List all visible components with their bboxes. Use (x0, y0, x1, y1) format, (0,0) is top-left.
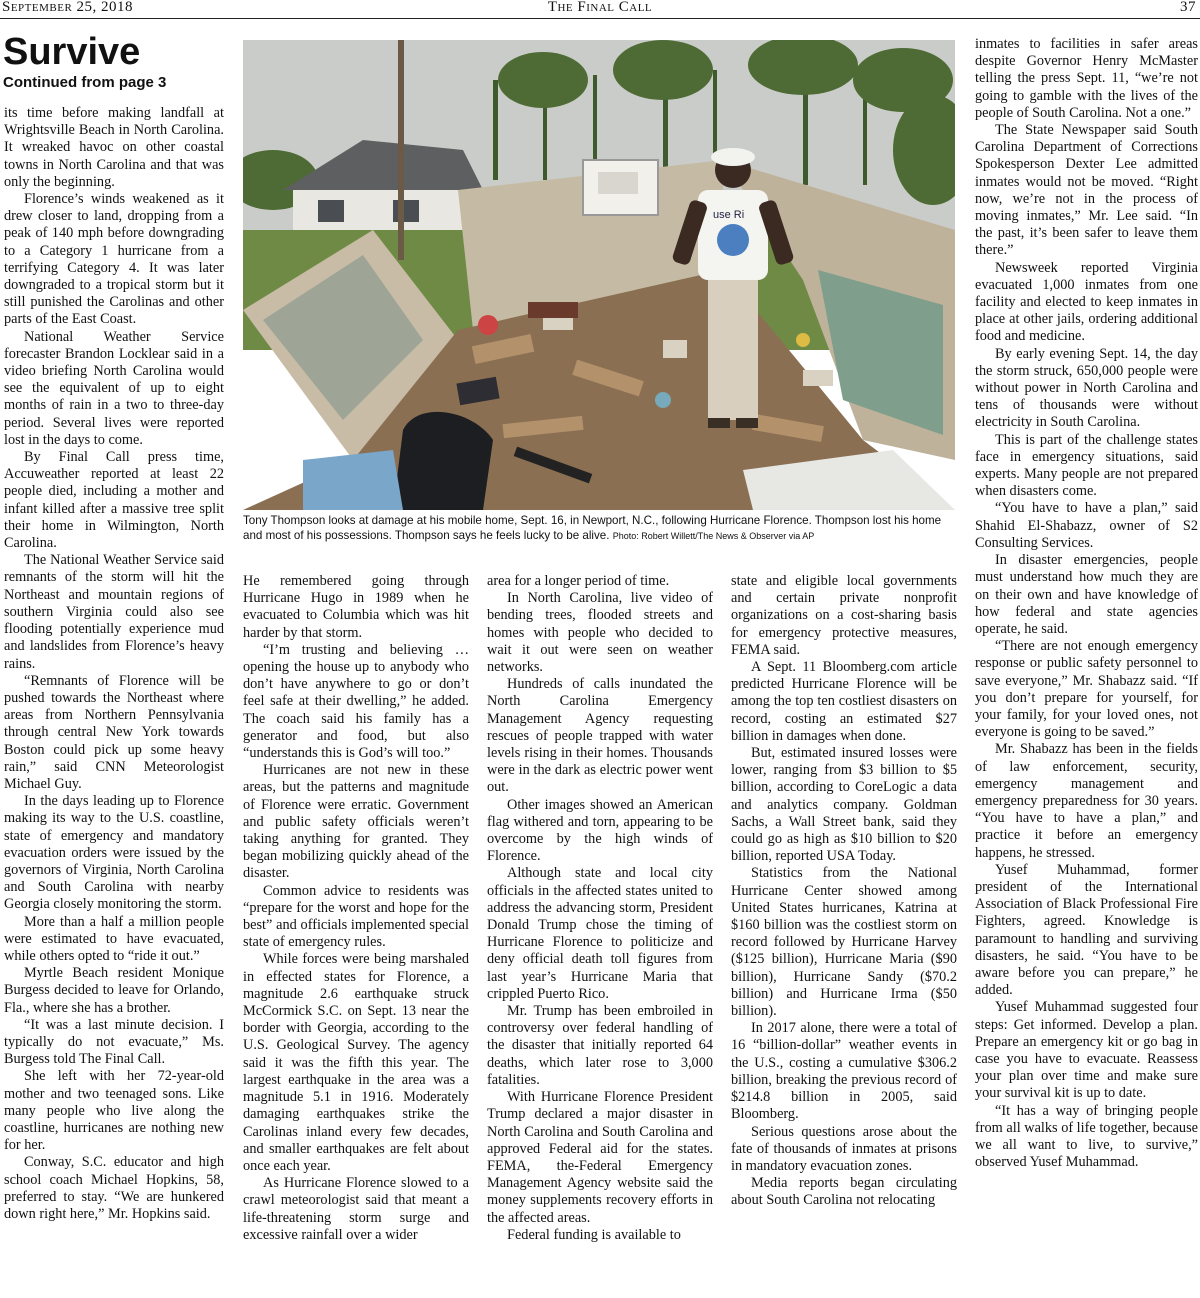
paragraph: In disaster emergencies, people must understand how much they are on their own and have knowledge of how federal and state agencies operate, he said. (975, 552, 1198, 637)
photo-illustration (243, 40, 955, 510)
photo-caption (243, 513, 958, 544)
paragraph: The State Newspaper said South Carolina Department of Corrections Spokesperson Dexter Lee admitted inmates would not be moved. “Right now, we’re not in the process of moving inmates,” Mr. Lee said. “In the past, it’s been safer to leave them there.” (975, 122, 1198, 259)
caption-text: Tony Thompson looks at damage at his mobile home, Sept. 16, in Newport, N.C., following Hurricane Florence. Thompson lost his home and most of his possessions. Thompson says he feels lucky to be alive. (243, 514, 942, 542)
paragraph: In 2017 alone, there were a total of 16 “billion-dollar” weather events in the U.S., costing a cumulative $306.2 billion, breaking the previous record of $214.8 billion in 2005, said Bloomberg. (731, 1020, 957, 1123)
paragraph: “Remnants of Florence will be pushed towards the Northeast where areas from Northern Pennsylvania through central New York towards Boston could pick up some heavy rain,” said CNN Meteorologist Michael Guy. (4, 672, 224, 792)
article-column-3 (487, 573, 713, 1298)
paragraph: Other images showed an American flag withered and torn, appearing to be overcome by the high winds of Florence. (487, 796, 713, 865)
photo-credit: Photo: Robert Willett/The News & Observer via AP (612, 531, 815, 541)
paragraph: While forces were being marshaled in effected states for Florence, a magnitude 2.6 earthquake struck McCormick S.C. on Sept. 13 near the border with Georgia, according to the U.S. Geological Survey. The agency said it was the fifth this year. The largest earthquake in the area was a magnitude 5.1 in 1916. Moderately damaging earthquakes strike the Carolinas inland every few decades, and smaller earthquakes are felt about once each year. (243, 951, 469, 1174)
paragraph: National Weather Service forecaster Brandon Locklear said in a video briefing North Carolina would see the equivalent of up to eight months of rain in a two to three-day period. Several lives were reported lost in the days to come. (4, 328, 224, 448)
hurricane-damage-photo (243, 40, 955, 510)
article-column-2 (243, 573, 469, 1298)
paragraph: “I’m trusting and believing … opening the house up to anybody who don’t have anywhere to go or don’t feel safe at their dwelling,” he added. The coach said his family has a generator and food, but also “understands this is God’s will too.” (243, 641, 469, 762)
paragraph: He remembered going through Hurricane Hugo in 1989 when he evacuated to Columbia which was hit harder by that storm. (243, 573, 469, 641)
paragraph: In the days leading up to Florence making its way to the U.S. coastline, state of emergency and mandatory evacuation orders were issued by the governors of Virginia, North Carolina and South Carolina with nearby Georgia closely monitoring the storm. (4, 793, 224, 913)
paragraph: Common advice to residents was “prepare for the worst and hope for the best” and officials implemented special state of emergency rules. (243, 882, 469, 951)
paragraph: Media reports began circulating about South Carolina not relocating (731, 1175, 957, 1209)
paragraph: She left with her 72-year-old mother and two teenaged sons. Like many people who live along the coastline, hurricanes are nothing new for her. (4, 1068, 224, 1154)
paragraph: Myrtle Beach resident Monique Burgess decided to leave for Orlando, Fla., where she has a brother. (4, 965, 224, 1016)
paragraph: Mr. Trump has been embroiled in controversy over federal handling of the disaster that initially reported 64 deaths, which later rose to 3,000 fatalities. (487, 1003, 713, 1088)
page-header (0, 0, 1200, 19)
paragraph: “There are not enough emergency response or public safety personnel to save everyone,” Mr. Shabazz said. “If you don’t prepare for yourself, for your family, for your loved ones, not everyone is going to be saved.” (975, 638, 1198, 741)
paragraph: Although state and local city officials in the affected states united to address the advancing storm, President Donald Trump chose the timing of Hurricane Florence to politicize and deny official death toll figures from last year’s Hurricane Maria that crippled Puerto Rico. (487, 865, 713, 1002)
paragraph: More than a half a million people were estimated to have evacuated, while others opted to “ride it out.” (4, 913, 224, 964)
paragraph: But, estimated insured losses were lower, ranging from $3 billion to $5 billion, according to CoreLogic a data and analytics company. Goldman Sachs, a Wall Street bank, said they could go as high as $10 billion to $20 billion, reported USA Today. (731, 745, 957, 865)
paragraph: Conway, S.C. educator and high school coach Michael Hopkins, 58, preferred to stay. “We are hunkered down right here,” Mr. Hopkins said. (4, 1154, 224, 1222)
paragraph: its time before making landfall at Wrightsville Beach in North Carolina. It wreaked havoc on other coastal towns in North Carolina and that was only the beginning. (4, 105, 224, 190)
issue-date: September 25, 2018 (2, 0, 134, 15)
paragraph: Newsweek reported Virginia evacuated 1,000 inmates from one facility and elected to keep inmates in place at other jails, ordering additional food and medicine. (975, 259, 1198, 345)
article-column-1 (4, 105, 224, 1298)
page-number: 37 (1180, 0, 1196, 15)
paragraph: In North Carolina, live video of bending trees, flooded streets and homes with people who decided to wait it out were seen on weather networks. (487, 590, 713, 676)
article-column-4 (731, 573, 957, 1298)
paragraph: Florence’s winds weakened as it drew closer to land, dropping from a peak of 140 mph before downgrading to a Category 1 hurricane from a terrifying Category 4. It was later downgraded to a tropical storm but it still punished the Carolinas and other parts of the East Coast. (4, 191, 224, 328)
paragraph: “It has a way of bringing people from all walks of life together, because we all want to live, to survive,” observed Yusef Muhammad. (975, 1102, 1198, 1171)
paragraph: inmates to facilities in safer areas despite Governor Henry McMaster telling the press Sept. 11, “we’re not going to gamble with the lives of the people of South Carolina. Not a one.” (975, 36, 1198, 121)
paragraph: Federal funding is available to (507, 1226, 681, 1243)
paragraph: Yusef Muhammad, former president of the International Association of Black Professional Fire Fighters, agreed. Knowledge is paramount to handling and surviving disasters, he said. “You have to be aware before you can prepare,” he added. (975, 861, 1198, 999)
paragraph: As Hurricane Florence slowed to a crawl meteorologist said that meant a life-threatening storm surge and excessive rainfall over a wider (243, 1175, 469, 1243)
paragraph: Hundreds of calls inundated the North Carolina Emergency Management Agency requesting rescues of people trapped with water levels rising in their homes. Thousands were in the dark as electric power went out. (487, 676, 713, 796)
paragraph: Yusef Muhammad suggested four steps: Get informed. Develop a plan. Prepare an emergency kit or go bag in case you have to evacuate. Reassess your plan over time and make sure your survival kit is up to date. (975, 999, 1198, 1102)
paragraph: A Sept. 11 Bloomberg.com article predicted Hurricane Florence will be among the top ten costliest disasters on record, costing an estimated $27 billion in damages when done. (731, 659, 957, 744)
continued-from-label: Continued from page 3 (3, 74, 167, 91)
paragraph: Mr. Shabazz has been in the fields of law enforcement, security, emergency management and emergency preparedness for 30 years. “You have to have a plan,” and practice it before an emergency happens, he stressed. (975, 741, 1198, 861)
article-column-5 (975, 36, 1198, 1298)
paragraph: This is part of the challenge states face in emergency situations, said experts. Many people are not prepared when disasters come. (975, 431, 1198, 500)
paragraph: Serious questions arose about the fate of thousands of inmates at prisons in mandatory evacuation zones. (731, 1123, 957, 1174)
paragraph: By Final Call press time, Accuweather reported at least 22 people died, including a mother and infant killed after a massive tree split their home in Wilmington, North Carolina. (4, 449, 224, 552)
paragraph: “You have to have a plan,” said Shahid El-Shabazz, owner of S2 Consulting Services. (975, 500, 1198, 551)
newspaper-name: The Final Call (547, 0, 653, 15)
paragraph: The National Weather Service said remnants of the storm will hit the Northeast and mountain regions of southern Virginia could also see flooding potentially experience mud and landslides from Florence’s heavy rains. (4, 552, 224, 672)
paragraph: “It was a last minute decision. I typically do not evacuate,” Ms. Burgess told The Final Call. (4, 1016, 224, 1068)
paragraph: area for a longer period of time. (487, 573, 670, 589)
article-headline: Survive (3, 31, 141, 73)
paragraph: Hurricanes are not new in these areas, but the patterns and magnitude of Florence were erratic. Government and public safety officials weren’t taking anything for granted. They began mobilizing quickly ahead of the disaster. (243, 762, 469, 882)
paragraph: With Hurricane Florence President Trump declared a major disaster in North Carolina and South Carolina and approved Federal aid for the states. FEMA, the-Federal Emergency Management Agency website said the money supplements recovery efforts in the affected areas. (487, 1089, 713, 1226)
svg-text:use Ri: use Ri (713, 209, 745, 221)
paragraph: state and eligible local governments and certain private nonprofit organizations on a cost-sharing basis for emergency protective measures, FEMA said. (731, 573, 957, 658)
paragraph: Statistics from the National Hurricane Center showed among United States hurricanes, Katrina at $160 billion was the costliest storm on record followed by Hurricane Harvey ($125 billion), Hurricane Maria ($90 billion), Hurricane Sandy ($70.2 billion) and Hurricane Irma ($50 billion). (731, 865, 957, 1020)
paragraph: By early evening Sept. 14, the day the storm struck, 650,000 people were without power in North Carolina and tens of thousands were without electricity in South Carolina. (975, 345, 1198, 431)
